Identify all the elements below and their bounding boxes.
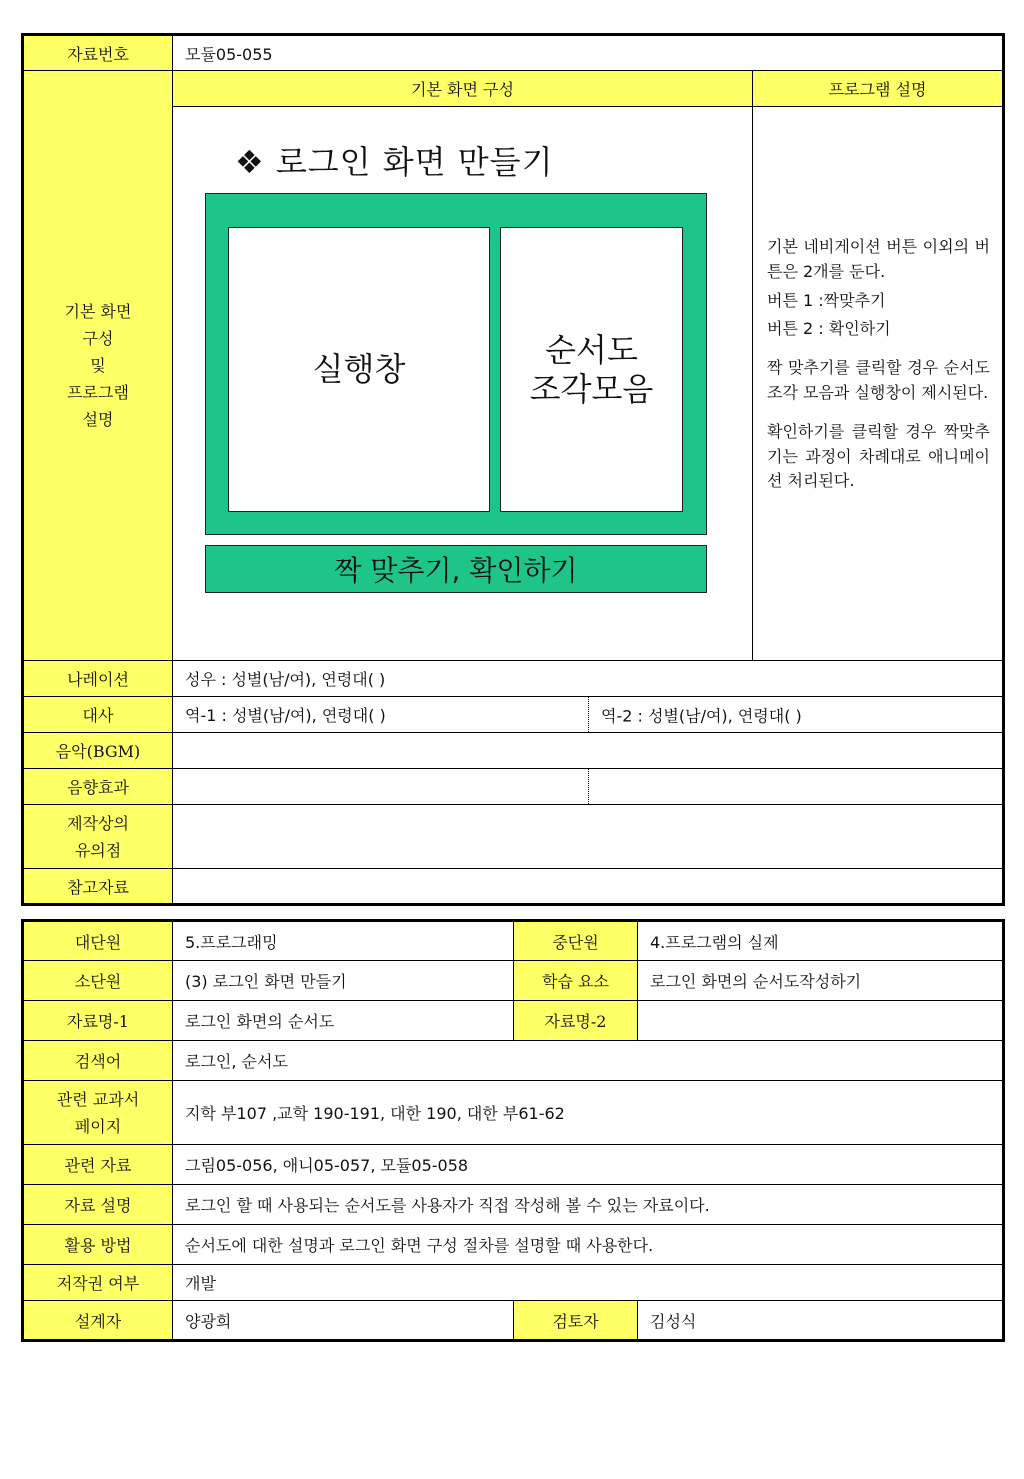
related-material-value: 그림05-056, 애니05-057, 모듈05-058 — [173, 1145, 1004, 1185]
material-name-2-label: 자료명-2 — [514, 1001, 638, 1041]
caution-label: 제작상의 유의점 — [23, 805, 173, 869]
caution-value — [173, 805, 1004, 869]
doc-no-value: 모듈05-055 — [173, 35, 1004, 71]
related-material-label: 관련 자료 — [23, 1145, 173, 1185]
bgm-value — [173, 733, 1004, 769]
match-confirm-bar[interactable]: 짝 맞추기, 확인하기 — [205, 545, 707, 593]
narration-label: 나레이션 — [23, 661, 173, 697]
material-name-2-value — [638, 1001, 1004, 1041]
dialog-role-2: 역-2 : 성별(남/여), 연령대( ) — [601, 706, 802, 725]
left-section-label: 기본 화면 구성 및 프로그램 설명 — [23, 71, 173, 661]
screen-title: ❖ 로그인 화면 만들기 — [235, 143, 554, 181]
narration-value: 성우 : 성별(남/여), 연령대( ) — [173, 661, 1004, 697]
screen-layout-cell — [173, 107, 753, 661]
bgm-label: 음악(BGM) — [23, 733, 173, 769]
learning-element-label: 학습 요소 — [514, 961, 638, 1001]
textbook-page-value: 지학 부107 ,교학 190-191, 대한 190, 대한 부61-62 — [173, 1081, 1004, 1145]
search-keyword-value: 로그인, 순서도 — [173, 1041, 1004, 1081]
unit-small-value: (3) 로그인 화면 만들기 — [173, 961, 514, 1001]
main-frame — [205, 193, 707, 535]
reference-value — [173, 869, 1004, 905]
program-description: 기본 네비게이션 버튼 이외의 버튼은 2개를 둔다. 버튼 1 :짝맞추기 버튼 2 : 확인하기 짝 맞추기를 클릭할 경우 순서도 조각 모음과 실행창이 제시된다. 확인하기를 클릭할 경우 짝맞추기는 과정이 차례대로 애니메이션 처리된다. — [753, 107, 1004, 661]
dialog-label: 대사 — [23, 697, 173, 733]
material-explain-label: 자료 설명 — [23, 1185, 173, 1225]
reviewer-value: 김성식 — [638, 1301, 1004, 1341]
unit-big-value: 5.프로그래밍 — [173, 921, 514, 961]
dialog-role-1: 역-1 : 성별(남/여), 연령대( ) — [185, 706, 386, 725]
learning-element-value: 로그인 화면의 순서도작성하기 — [638, 961, 1004, 1001]
sfx-label: 음향효과 — [23, 769, 173, 805]
storyboard-table — [21, 33, 1005, 906]
material-explain-value: 로그인 할 때 사용되는 순서도를 사용자가 직접 작성해 볼 수 있는 자료이다. — [173, 1185, 1004, 1225]
reviewer-label: 검토자 — [514, 1301, 638, 1341]
copyright-label: 저작권 여부 — [23, 1265, 173, 1301]
textbook-page-label: 관련 교과서 페이지 — [23, 1081, 173, 1145]
designer-value: 양광희 — [173, 1301, 514, 1341]
usage-label: 활용 방법 — [23, 1225, 173, 1265]
reference-label: 참고자료 — [23, 869, 173, 905]
doc-no-label: 자료번호 — [23, 35, 173, 71]
unit-small-label: 소단원 — [23, 961, 173, 1001]
designer-label: 설계자 — [23, 1301, 173, 1341]
exec-window: 실행창 — [228, 227, 490, 512]
unit-mid-label: 중단원 — [514, 921, 638, 961]
search-keyword-label: 검색어 — [23, 1041, 173, 1081]
usage-value: 순서도에 대한 설명과 로그인 화면 구성 절차를 설명할 때 사용한다. — [173, 1225, 1004, 1265]
program-header: 프로그램 설명 — [753, 71, 1004, 107]
metadata-table — [21, 919, 1005, 1342]
material-name-1-label: 자료명-1 — [23, 1001, 173, 1041]
unit-big-label: 대단원 — [23, 921, 173, 961]
copyright-value: 개발 — [173, 1265, 1004, 1301]
screen-mockup — [173, 107, 752, 659]
unit-mid-value: 4.프로그램의 실제 — [638, 921, 1004, 961]
dialog-row — [173, 697, 1004, 733]
screen-header: 기본 화면 구성 — [173, 71, 753, 107]
sfx-row — [173, 769, 1004, 805]
flowchart-pieces-panel: 순서도 조각모음 — [500, 227, 683, 512]
material-name-1-value: 로그인 화면의 순서도 — [173, 1001, 514, 1041]
